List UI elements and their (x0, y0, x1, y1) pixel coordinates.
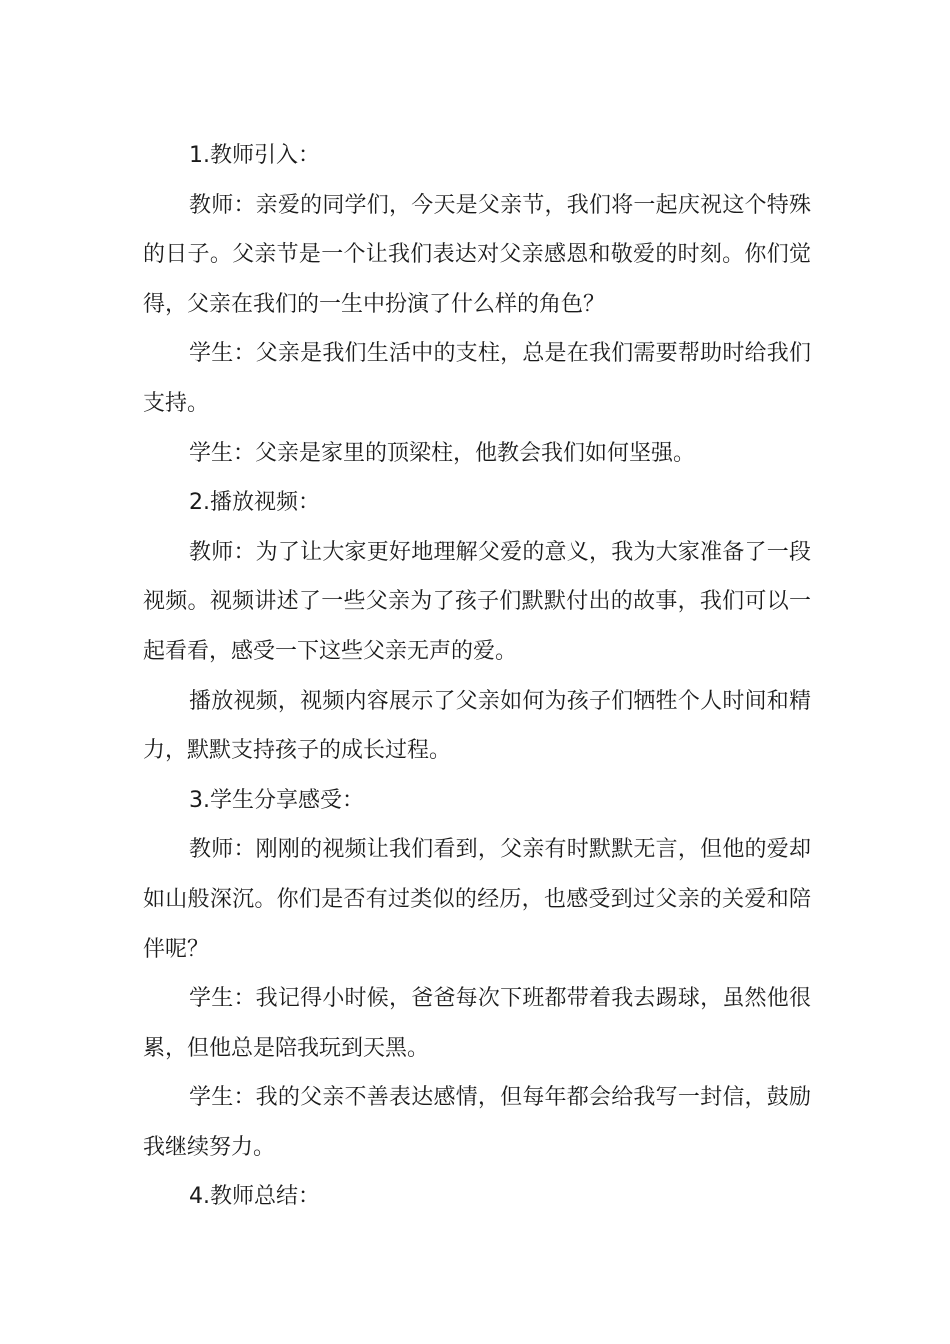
teacher-dialogue: 教师：为了让大家更好地理解父爱的意义，我为大家准备了一段视频。视频讲述了一些父亲为了孩子们默默付出的故事，我们可以一起看看，感受一下这些父亲无声的爱。 (143, 539, 811, 664)
section-heading-teacher-summary: 4.教师总结： (189, 1184, 320, 1210)
teacher-dialogue: 教师：刚刚的视频让我们看到，父亲有时默默无言，但他的爱却如山般深沉。你们是否有过类似的经历，也感受到过父亲的关爱和陪伴呢？ (143, 837, 811, 962)
section-heading-teacher-intro: 1.教师引入： (189, 143, 320, 168)
section-heading-student-sharing: 3.学生分享感受： (189, 787, 364, 813)
student-dialogue: 学生：父亲是家里的顶梁柱，他教会我们如何坚强。 (189, 440, 696, 466)
section-heading-play-video: 2.播放视频： (189, 490, 320, 516)
student-dialogue: 学生：我记得小时候，爸爸每次下班都带着我去踢球，虽然他很累，但他总是陪我玩到天黑。 (143, 986, 811, 1061)
student-dialogue: 学生：我的父亲不善表达感情，但每年都会给我写一封信，鼓励我继续努力。 (143, 1085, 811, 1160)
video-description: 播放视频，视频内容展示了父亲如何为孩子们牺牲个人时间和精力，默默支持孩子的成长过程。 (143, 688, 811, 764)
teacher-dialogue: 教师：亲爱的同学们，今天是父亲节，我们将一起庆祝这个特殊的日子。父亲节是一个让我们表达对父亲感恩和敬爱的时刻。你们觉得，父亲在我们的一生中扮演了什么样的角色？ (143, 192, 811, 317)
document-body (143, 131, 811, 1222)
student-dialogue: 学生：父亲是我们生活中的支柱，总是在我们需要帮助时给我们支持。 (143, 341, 811, 416)
